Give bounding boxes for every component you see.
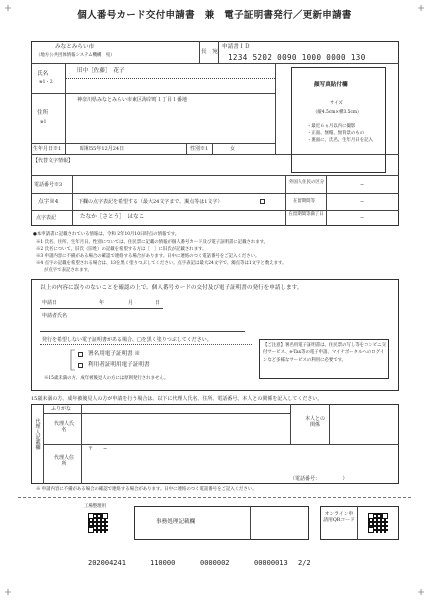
name-label: 氏名 [37,71,49,77]
bracket-icon [70,349,76,371]
proxy-name-field[interactable] [81,413,290,444]
applicant-name-field[interactable] [40,313,245,331]
proxy-phone-label: （電話番号： ） [290,476,348,482]
photo-note-2: ・正面、無帽、無背景のもの [307,131,365,136]
code-1: 202004241 [88,559,126,567]
proxy-postal: 〒 − [88,446,108,452]
name-note: ※1・2 [39,80,53,85]
crop-mark-icon [418,589,424,595]
issue-label: 発行を希望しない電子証明書がある場合、□を黒く塗りつぶしてください。 [42,337,212,343]
photo-title: 顔写真貼付欄 [314,82,348,88]
system-name: （地方公共団体情報システム機構 宛） [36,53,115,58]
foreign-value: − [360,182,365,188]
crop-mark-icon [5,589,11,595]
birth-value: 昭和55年12月24日 [80,146,125,152]
note-4: ※4 点字の記載を希望される場合は、13を黒く塗りつぶしてください。点字表記は最大24文字で、濁点等は1文字と数えます。 [36,261,287,266]
office-label: 工場整理用 [84,504,106,509]
note-2: ※2 氏名について、旧氏（旧姓）の記載を希望する方は［ ］に旧氏が記載されます。 [36,247,207,252]
foreign-label: 外国人住民の区分 [289,180,325,185]
note-5: が点字で表記されます。 [44,268,92,273]
address-value: 神奈川県みなとみらい市東区海岸町１丁目１番地 [77,97,188,103]
braille-checkbox[interactable] [260,199,265,204]
residence-expiry-value: − [360,215,365,221]
form-title: 個人番号カード交付申請書 兼 電子証明書発行／更新申請書 [77,10,352,21]
recipient-label: 長 宛 [201,49,218,55]
code-3: 0000002 [200,559,230,567]
braille-text: 下欄の点字表記を希望する（最大24文字まで、濁点等は1文字） [78,199,223,205]
proxy-address-label: 代理人住所 [54,455,75,467]
application-id-label: 申請書ＩＤ [222,44,250,50]
proxy-side-label: 代理人記載欄 [35,419,41,452]
code-4: 00000013 [254,559,288,567]
alt-char-label: 【代替文字情報】 [33,158,74,164]
proxy-name-label: 代理人氏名 [54,421,75,433]
furigana-label: ふりがな [51,406,72,412]
applicant-label: 申請者氏名 [42,313,68,319]
address-note: ※1 [40,120,47,125]
photo-size-label: サイズ [330,101,343,106]
braille-notation: たなか［さとう］ はなこ [80,214,145,220]
user-cert-label: 利用者証明用電子証明書 [88,362,150,368]
admin-label: 事務処理記載欄 [156,519,196,525]
cert-note: ※15歳未満の方、成年被後見人の方には原則発行されません。 [44,376,169,381]
proxy-address-field[interactable] [81,444,399,484]
gender-label: 性別※1 [190,146,209,152]
residence-label: 在留期間等 [293,199,315,204]
proxy-intro: 15歳未満の方、成年被後見人の方が申請を行う場合は、以下に代理人氏名、住所、電話番号、本人との関係を記入してください。 [31,396,323,402]
braille-notation-label: 点字表記 [36,215,57,221]
info-text: 署名用電子証明書は、住民票の写し等をコンビニ交付サービス、e-Tax等の電子申請、マイナポータルへのログインなど多様なサービスの利用に必要です。 [263,343,386,363]
name-value: 旧中［佐藤］ 花子 [77,68,125,74]
info-title: 【ご注意】 [263,343,285,348]
day-label: 日 [155,300,161,306]
info-text-wrap [263,342,387,364]
photo-note-1: ・最近６ヵ月以内に撮影 [307,124,356,129]
notes-head: ●本申請書に記載されている情報は、令和 2年10月10日時点の情報です。 [33,232,180,237]
page-number: 2/2 [298,559,311,567]
code-2: 110000 [150,559,176,567]
signature-cert-label: 署名用電子証明書 ※ [88,351,141,357]
proxy-footer-note: ※ 申請内容に不備がある場合の確認で連絡する場合があります。日中に連絡のつく電話番号をご記入ください。 [36,487,257,492]
year-label: 年 [99,300,105,306]
residence-value: − [360,199,365,205]
online-label: オンライン申請用QRコード [323,512,355,524]
photo-note-3: ・裏面に、氏名、生年月日を記入 [307,138,373,143]
residence-expiry-label: 在留期間等満了日 [288,212,324,217]
signature-cert-checkbox[interactable] [78,352,83,357]
birth-label: 生年月日※1 [33,146,62,152]
phone-label: 電話番号※3 [34,182,63,188]
user-cert-checkbox[interactable] [78,363,83,368]
relation-label: 本人との関係 [304,416,325,428]
photo-size: （縦4.5cm×横3.5cm） [313,110,362,115]
gender-value: 女 [230,146,236,152]
note-3: ※3 申請内容に不備がある場合の確認で連絡する場合があります。日中に連絡のつく電話番号をご記入ください。 [36,254,260,259]
city-name: みなとみらい市 [55,44,95,50]
declaration-statement: 以上の内容に誤りのないことを確認の上で、個人番号カードの交付及び電子証明書の発行を申請します。 [40,285,303,291]
application-id: 1234 5202 0090 1000 0000 130 [228,53,366,62]
note-1: ※1 氏名、住所、生年月日、性別については、住民票に記載の情報が個人番号カード及び電子証明書に記載されます。 [36,240,269,245]
address-label: 住所 [37,110,49,116]
month-label: 月 [128,300,134,306]
braille-label: 点字※4 [38,199,59,205]
date-label: 申請日 [42,300,58,306]
